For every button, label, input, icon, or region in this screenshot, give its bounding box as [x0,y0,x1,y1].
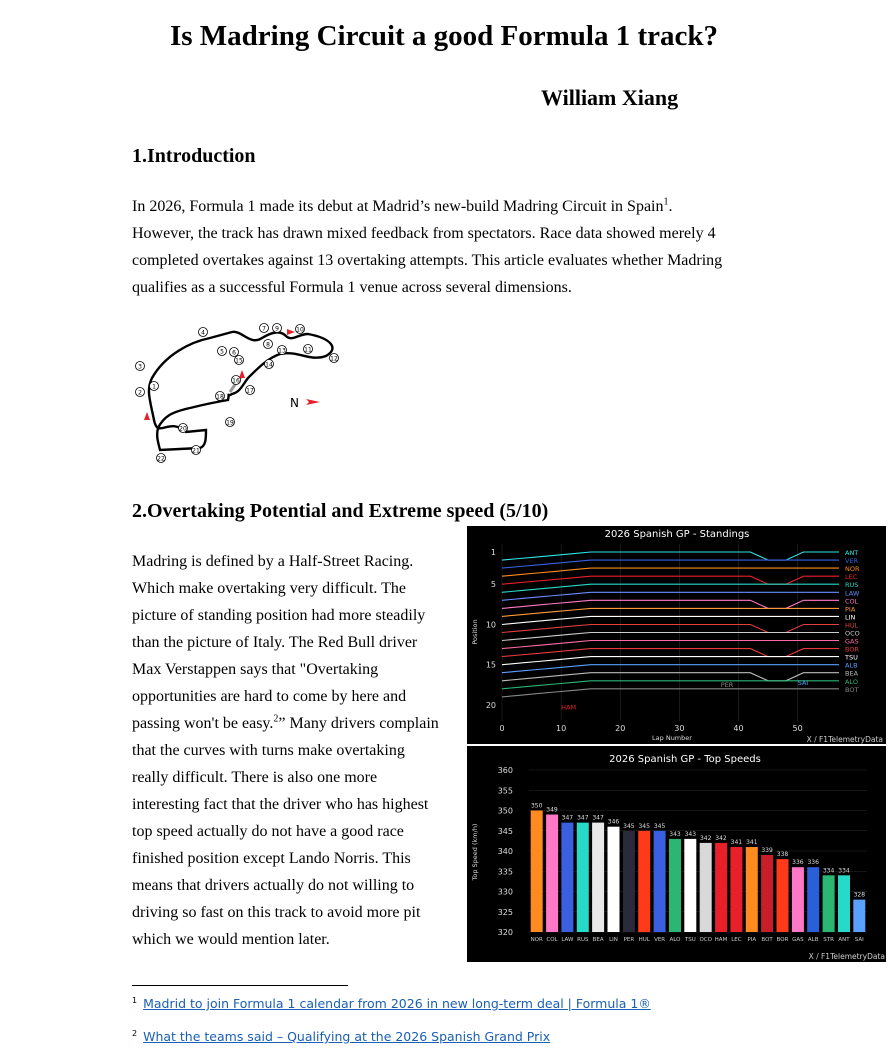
x-tick-label: 0 [499,724,505,733]
turn-number: 16 [232,377,240,385]
turn-number: 4 [201,329,205,337]
legend-label: PIA [845,605,856,614]
turn-number: 10 [296,326,304,334]
series-line [502,568,839,576]
y-axis-label: Top Speed (km/h) [471,823,479,881]
intro-paragraph: In 2026, Formula 1 made its debut at Madrid’s new-build Madring Circuit in Spain$^1$. However, the track has drawn mixed feedback from spectators. Race data showed merely 4 completed overtakes against 13 overtaking attempts. This article evaluates whether Madring qualifies as a successful Formula 1 venue across several dimensions. [132,193,722,301]
series-line [502,673,839,681]
section2-line: driving so fast on this track to avoid more pit [132,904,421,921]
x-tick-label: COL [546,937,558,943]
series-line [502,633,839,641]
section2-line: top speed actually do not have a good race [132,823,404,840]
turn-number: 22 [157,455,165,463]
x-tick-label: TSU [684,937,696,943]
x-tick-label: 20 [615,724,626,733]
footnote-2 [132,1029,550,1044]
bar-value-label: 341 [730,839,743,846]
bar-value-label: 343 [669,830,681,838]
y-tick-label: 5 [490,580,496,590]
y-axis-label: Position [471,619,479,645]
x-tick-label: OCO [699,937,712,943]
footnote-divider [132,985,348,986]
bar-value-label: 334 [822,867,835,875]
bar [746,847,758,932]
y-tick-label: 20 [485,700,496,710]
section2-heading: 2.Overtaking Potential and Extreme speed (5/10) [132,500,549,522]
y-tick-label: 335 [497,867,513,877]
series-line [502,689,839,697]
chart-credit: X / F1TelemetryData [808,952,885,961]
section2-line: opportunities are hard to come by here and [132,688,407,705]
bar [853,900,865,932]
turn-number: 19 [226,419,234,427]
x-tick-label: GAS [792,937,804,943]
bar-value-label: 342 [715,834,727,842]
turn-number: 9 [275,325,279,333]
x-tick-label: 40 [733,724,744,733]
x-tick-label: 30 [674,724,685,733]
turn-number: 15 [235,357,243,365]
series-line [502,608,839,616]
y-tick-label: 325 [497,907,513,917]
y-tick-label: 355 [497,786,513,796]
turn-number: 6 [232,349,236,357]
y-tick-label: 340 [497,847,513,856]
legend-label: ANT [845,549,859,558]
bar-value-label: 341 [746,839,758,846]
bar-value-label: 345 [653,822,666,830]
series-line [502,616,839,624]
bar [669,839,681,932]
bar [608,827,620,932]
legend-label: COL [845,597,859,606]
x-tick-label: PIA [747,937,757,943]
series-line [502,649,839,657]
bar-value-label: 342 [699,834,712,842]
turn-number: 3 [138,363,142,371]
x-tick-label: LAW [561,937,574,943]
bar-value-label: 343 [684,830,697,838]
inline-driver-label: PER [720,681,734,690]
section2-line: which we would mention later. [132,931,330,948]
section2-line: Madring is defined by a Half-Street Racing. [132,553,414,570]
bar-value-label: 347 [561,814,574,822]
footnote-number: 2 [132,1029,138,1038]
y-tick-label: 360 [497,766,513,775]
turn-number: 17 [246,387,254,395]
x-tick-label: ANT [838,937,850,943]
legend-label: GAS [845,637,859,646]
turn-number: 13 [278,347,286,355]
north-label: N [290,396,299,410]
section2-line: Which make overtaking very difficult. The [132,580,406,597]
direction-arrow-icon [287,329,295,335]
bar [684,839,696,932]
footnote-number: 1 [132,996,138,1005]
bar-value-label: 346 [607,818,620,826]
section2-line: that the curves with turns make overtaking [132,742,405,759]
series-line [502,665,839,673]
series-line [502,657,839,665]
bar [561,823,573,932]
bar-value-label: 334 [838,867,850,875]
section2-line: Max Verstappen says that "Overtaking [132,661,379,678]
y-tick-label: 345 [497,826,513,836]
y-tick-label: 1 [490,548,496,558]
bar [838,875,850,932]
x-tick-label: 10 [556,724,567,733]
author-name: William Xiang [541,85,679,110]
turn-number: 2 [138,389,142,397]
section2-line: interesting fact that the driver who has highest [132,796,429,813]
turn-number: 14 [265,361,273,369]
direction-arrow-icon [144,412,150,420]
bar [577,823,589,932]
bar-value-label: 339 [761,847,773,854]
inline-driver-label: HAM [561,703,577,712]
legend-label: LIN [845,613,856,622]
chart-title: 2026 Spanish GP - Standings [604,529,750,540]
turn-number: 8 [266,341,270,349]
x-tick-label: NOR [530,937,543,943]
bar [715,843,727,932]
bar-value-label: 345 [638,822,650,830]
turn-number: 5 [220,348,224,356]
footnote-ref[interactable]: 1 [663,196,669,208]
series-line [502,625,839,633]
x-tick-label: VER [654,937,666,943]
x-axis-label: Lap Number [652,734,692,742]
section2-line: really difficult. There is also one more [132,769,378,786]
series-line [502,600,839,608]
x-tick-label: STR [823,937,834,943]
standings-chart [467,526,886,744]
legend-label: RUS [845,581,859,590]
chart-title: 2026 Spanish GP - Top Speeds [609,754,761,765]
x-tick-label: 50 [792,724,803,733]
quote-close: ” [278,715,286,732]
north-arrow-icon [306,399,320,405]
y-tick-label: 350 [497,806,513,816]
bar-value-label: 336 [807,859,819,867]
section2-line: passing won't be easy. [132,715,274,732]
bar-value-label: 328 [853,891,866,899]
bar [807,867,819,932]
series-line [502,678,839,689]
legend-label: BEA [845,669,859,678]
legend-label: ALB [845,661,858,670]
bar [592,823,604,932]
intro-heading: 1.Introduction [132,145,256,167]
x-tick-label: RUS [577,937,589,943]
bar [777,859,789,932]
chart-credit: X / F1TelemetryData [806,735,883,744]
series-line [502,641,839,649]
bar-value-label: 338 [776,851,789,859]
intro-line: In 2026, Formula 1 made its debut at Madrid’s new-build Madring Circuit in Spain [132,198,664,215]
bar [654,831,666,932]
legend-label: ALO [845,677,858,686]
track-map [130,320,352,465]
y-tick-label: 330 [497,887,513,897]
legend-label: LEC [845,573,858,582]
bar-value-label: 347 [577,814,589,822]
turn-number: 18 [216,393,224,401]
bar [623,831,635,932]
turn-number: 20 [179,425,187,433]
x-tick-label: HUL [638,937,650,943]
x-tick-label: ALO [669,937,681,943]
legend-label: BOR [845,645,859,654]
section2-line: Many drivers complain [289,715,439,732]
section2-line: than the picture of Italy. The Red Bull driver [132,634,418,651]
turn-number: 11 [304,346,312,354]
legend-label: OCO [845,629,860,638]
article-title: Is Madring Circuit a good Formula 1 track? [169,20,719,52]
bar [531,811,543,933]
footnote-1 [132,996,651,1011]
legend-label: HUL [845,621,859,630]
x-tick-label: BOT [761,937,773,943]
turn-number: 12 [330,355,338,363]
bar [546,815,558,933]
x-tick-label: HAM [714,937,728,943]
bar [638,831,650,932]
direction-arrow-icon [239,370,245,378]
bar [730,847,742,932]
series-line [502,560,839,568]
y-tick-label: 15 [485,660,496,670]
series-line [502,584,839,592]
bar-value-label: 347 [592,814,604,822]
section2-line: means that drivers actually do not willing to [132,877,415,894]
x-tick-label: ALB [807,937,819,943]
intro-line: However, the track has drawn mixed feedback from spectators. Race data showed merely 4 [132,225,716,242]
series-line [502,552,839,560]
series-line [502,576,839,584]
bar-value-label: 336 [792,859,804,867]
legend-label: LAW [845,589,860,598]
bar [761,855,773,932]
footnote-ref[interactable]: 2 [273,713,279,725]
series-line [502,592,839,600]
section2-paragraph [132,548,439,953]
bar-value-label: 345 [623,822,635,830]
top-speed-chart [467,746,886,962]
turn-number: 1 [152,383,156,391]
section2-line: picture of standing position had more steadily [132,607,426,624]
turn-number: 21 [192,447,200,455]
legend-label: TSU [845,653,858,662]
x-tick-label: BEA [592,937,604,943]
section2-line: finished position except Lando Norris. This [132,850,411,867]
inline-driver-label: SAI [797,678,809,687]
bar [823,875,835,932]
x-tick-label: BOR [776,937,789,943]
x-tick-label: PER [623,937,635,943]
turn-number: 7 [262,325,266,333]
footnote-link[interactable]: What the teams said – Qualifying at the 2026 Spanish Grand Prix [143,1029,551,1044]
y-tick-label: 10 [485,620,496,630]
x-tick-label: LEC [731,937,742,943]
bar [792,867,804,932]
intro-line: completed overtakes against 13 overtaking attempts. This article evaluates whether Madring [132,252,723,269]
bar [700,843,712,932]
legend-label: NOR [845,565,860,574]
bar-value-label: 350 [530,802,543,810]
legend-label: BOT [845,685,859,694]
bar-value-label: 349 [546,806,558,814]
x-tick-label: LIN [609,937,618,943]
legend-label: VER [845,557,859,566]
x-tick-label: SAI [854,937,864,943]
footnote-link[interactable]: Madrid to join Formula 1 calendar from 2026 in new long-term deal | Formula 1® [143,996,651,1011]
y-tick-label: 320 [497,928,513,937]
intro-line: qualifies as a successful Formula 1 venue across several dimensions. [132,279,572,296]
